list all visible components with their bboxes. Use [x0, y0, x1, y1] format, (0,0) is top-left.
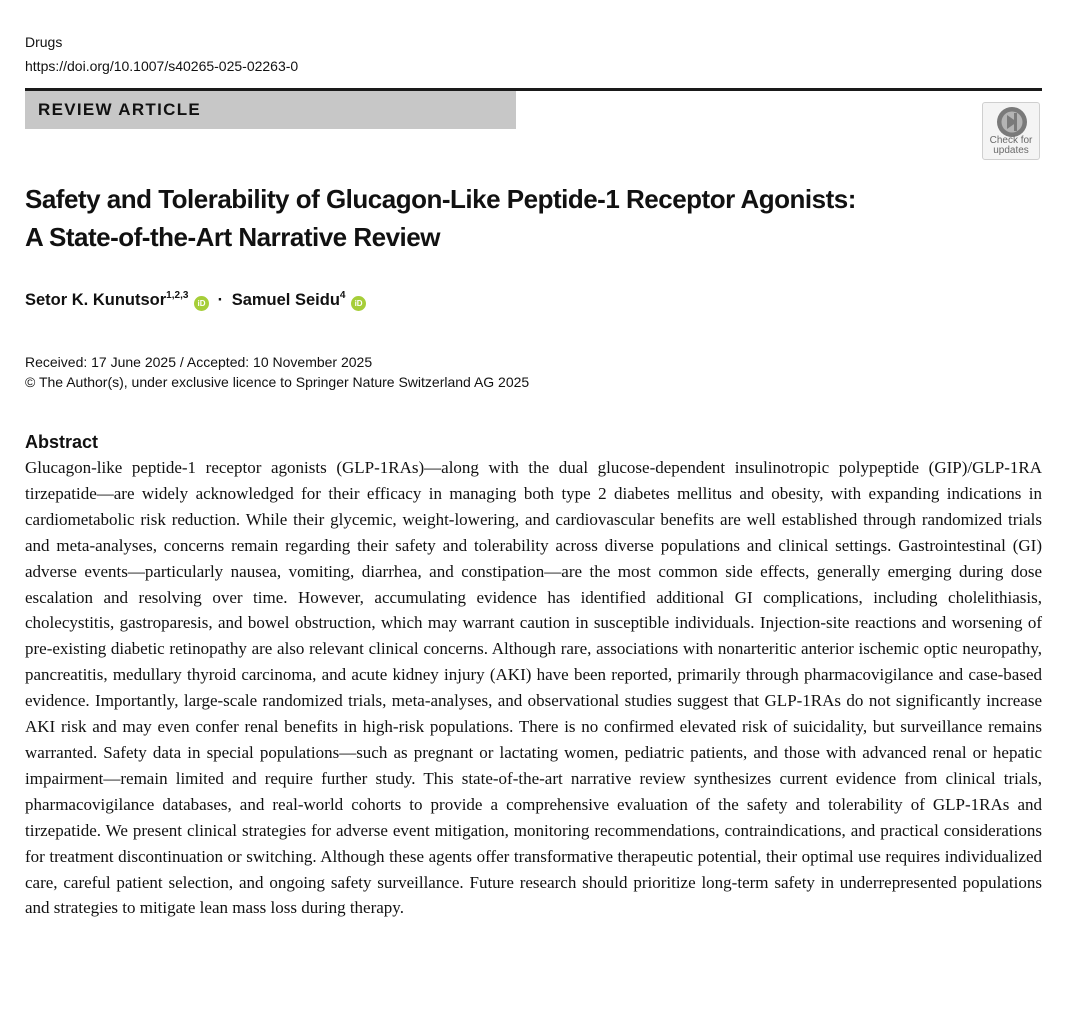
- copyright-notice: © The Author(s), under exclusive licence to Springer Nature Switzerland AG 2025: [25, 374, 530, 390]
- check-for-updates-icon: [996, 106, 1028, 138]
- author-name[interactable]: Setor K. Kunutsor: [25, 291, 167, 309]
- check-for-updates-line1: Check for: [989, 135, 1033, 146]
- author-affiliations: 4: [339, 290, 346, 301]
- check-for-updates-text: [983, 136, 1039, 156]
- journal-name: Drugs: [25, 34, 63, 50]
- article-title: [25, 180, 1025, 256]
- article-title-line1: Safety and Tolerability of Glucagon-Like Peptide-1 Receptor Agonists:: [25, 184, 856, 214]
- doi-link[interactable]: https://doi.org/10.1007/s40265-025-02263-0: [25, 58, 299, 74]
- received-accepted-dates: Received: 17 June 2025 / Accepted: 10 November 2025: [25, 354, 373, 370]
- author-list: [25, 289, 366, 311]
- article-title-line2: A State-of-the-Art Narrative Review: [25, 222, 440, 252]
- article-type-label: REVIEW ARTICLE: [38, 100, 202, 119]
- orcid-icon[interactable]: iD: [351, 296, 366, 311]
- author-affiliations: 1,2,3: [166, 290, 189, 301]
- article-type-band: [25, 91, 516, 129]
- author-separator: ·: [217, 291, 224, 309]
- orcid-icon[interactable]: iD: [194, 296, 209, 311]
- abstract-text: Glucagon-like peptide-1 receptor agonists (GLP-1RAs)—along with the dual glucose-dependent insulinotropic polypeptide (GIP)/GLP-1RA tirzepatide—are widely acknowledged for their efficacy in managing both type 2 diabetes mellitus and obesity, with expanding indications in cardiometabolic risk reduction. While their glycemic, weight-lowering, and cardiovascular benefits are well established through randomized trials and meta-analyses, concerns remain regarding their safety and tolerability across diverse populations and clinical settings. Gastrointestinal (GI) adverse events—particularly nausea, vomiting, diarrhea, and constipation—are the most common side effects, generally emerging during dose escalation and resolving over time. However, accumulating evidence has identified additional GI complications, including cholelithiasis, cholecystitis, gastroparesis, and bowel obstruction, which may warrant caution in susceptible individuals. Injection-site reactions and worsening of pre-existing diabetic retinopathy are also relevant clinical concerns. Although rare, associations with nonarteritic anterior ischemic optic neuropathy, pancreatitis, medullary thyroid carcinoma, and acute kidney injury (AKI) have been reported, primarily through pharmacovigilance and case-based evidence. Importantly, large-scale randomized trials, meta-analyses, and observational studies suggest that GLP-1RAs do not significantly increase AKI risk and may even confer renal benefits in high-risk populations. There is no confirmed elevated risk of suicidality, but surveillance remains warranted. Safety data in special populations—such as pregnant or lactating women, pediatric patients, and those with advanced renal or hepatic impairment—remain limited and require further study. This state-of-the-art narrative review synthesizes current evidence from clinical trials, pharmacovigilance databases, and real-world cohorts to provide a comprehensive evaluation of the safety and tolerability of GLP-1RAs and tirzepatide. We present clinical strategies for adverse event mitigation, monitoring recommendations, contraindications, and practical considerations for treatment discontinuation or switching. Although these agents offer transformative therapeutic potential, their optimal use requires individualized care, careful patient selection, and ongoing safety surveillance. Future research should prioritize long-term safety in underrepresented populations and strategies to mitigate lean mass loss during therapy.: [25, 458, 1042, 918]
- author-name[interactable]: Samuel Seidu: [231, 291, 340, 309]
- abstract-heading: Abstract: [25, 432, 99, 452]
- check-for-updates-line2: updates: [993, 145, 1029, 156]
- check-for-updates-badge[interactable]: [982, 102, 1040, 160]
